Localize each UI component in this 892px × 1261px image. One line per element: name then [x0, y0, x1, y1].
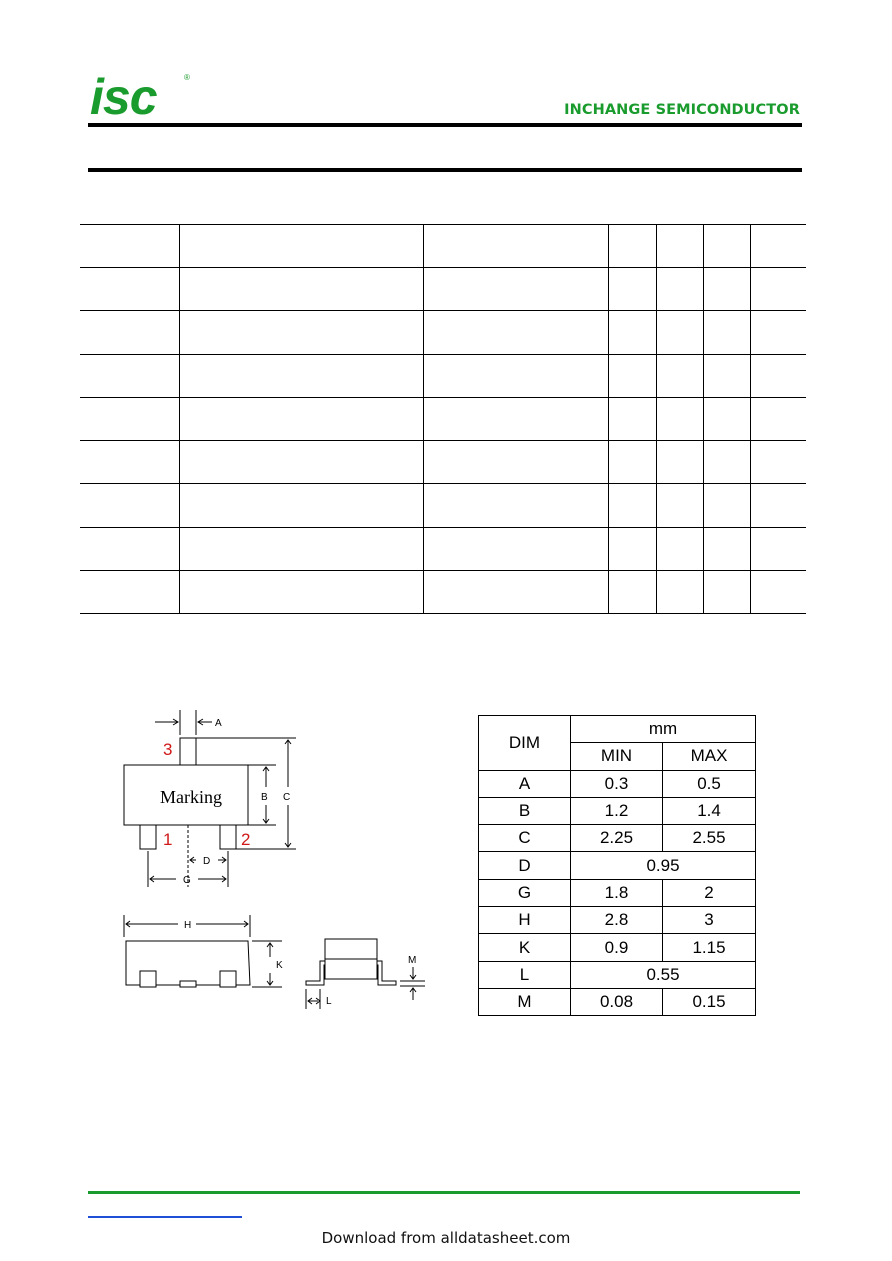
spec-table: [80, 224, 806, 614]
footer-link-underline[interactable]: [88, 1216, 242, 1218]
max-cell: 2: [663, 879, 756, 906]
dim-label-k: K: [276, 960, 283, 971]
dim-label-b: B: [261, 792, 268, 803]
value-cell: 0.55: [571, 961, 756, 988]
footer-rule: [88, 1191, 800, 1194]
min-cell: 2.8: [571, 907, 663, 934]
table-row: [479, 988, 756, 1015]
marking-label: Marking: [160, 787, 222, 807]
dim-cell: G: [479, 879, 571, 906]
value-cell: 0.95: [571, 852, 756, 879]
max-cell: 1.4: [663, 797, 756, 824]
table-row: [80, 354, 806, 397]
table-row: [479, 852, 756, 879]
table-row: [479, 770, 756, 797]
pin-number-3: 3: [163, 740, 173, 759]
dim-cell: H: [479, 907, 571, 934]
logo-text: isc: [90, 70, 157, 122]
table-row: [80, 527, 806, 570]
dim-cell: L: [479, 961, 571, 988]
dim-cell: K: [479, 934, 571, 961]
min-header: MIN: [571, 743, 663, 770]
dim-cell: B: [479, 797, 571, 824]
pin-number-2: 2: [241, 830, 251, 849]
pin-number-1: 1: [163, 830, 173, 849]
table-row: [479, 825, 756, 852]
max-header: MAX: [663, 743, 756, 770]
pin-3: [180, 738, 196, 765]
table-row: [80, 311, 806, 354]
min-cell: 0.9: [571, 934, 663, 961]
min-cell: 0.3: [571, 770, 663, 797]
table-row: [479, 907, 756, 934]
download-from-text[interactable]: Download from alldatasheet.com: [321, 1229, 571, 1247]
pin-2: [220, 825, 236, 849]
table-row: [479, 797, 756, 824]
package-outline-drawing: [100, 705, 440, 1025]
unit-header: mm: [571, 716, 756, 743]
dim-cell: M: [479, 988, 571, 1015]
dim-cell: A: [479, 770, 571, 797]
table-header-row: [479, 716, 756, 743]
table-row: [80, 441, 806, 484]
dim-header: DIM: [479, 716, 571, 771]
brand-name: INCHANGE SEMICONDUCTOR: [564, 102, 800, 118]
table-row: [479, 961, 756, 988]
dim-label-m: M: [408, 955, 417, 966]
table-row: [80, 570, 806, 613]
pin-1: [140, 825, 156, 849]
header-rule: [88, 123, 802, 127]
isc-logo: [88, 70, 198, 122]
max-cell: 1.15: [663, 934, 756, 961]
dim-cell: D: [479, 852, 571, 879]
dim-label-h: H: [184, 920, 192, 931]
min-cell: 0.08: [571, 988, 663, 1015]
max-cell: 0.5: [663, 770, 756, 797]
min-cell: 1.2: [571, 797, 663, 824]
max-cell: 3: [663, 907, 756, 934]
dim-label-g: G: [183, 875, 191, 886]
table-row: [80, 268, 806, 311]
dim-cell: C: [479, 825, 571, 852]
table-row: [479, 934, 756, 961]
table-row: [479, 879, 756, 906]
dim-label-a: A: [215, 718, 222, 729]
table-row: [80, 397, 806, 440]
logo-registered-mark: ®: [184, 73, 190, 82]
dim-label-c: C: [283, 792, 291, 803]
max-cell: 2.55: [663, 825, 756, 852]
dim-label-l: L: [326, 996, 332, 1007]
table-row: [80, 484, 806, 527]
table-row: [80, 225, 806, 268]
max-cell: 0.15: [663, 988, 756, 1015]
dimension-table: [478, 715, 756, 1016]
header-rule-lower: [88, 168, 802, 172]
min-cell: 1.8: [571, 879, 663, 906]
dim-label-d: D: [203, 856, 211, 867]
min-cell: 2.25: [571, 825, 663, 852]
